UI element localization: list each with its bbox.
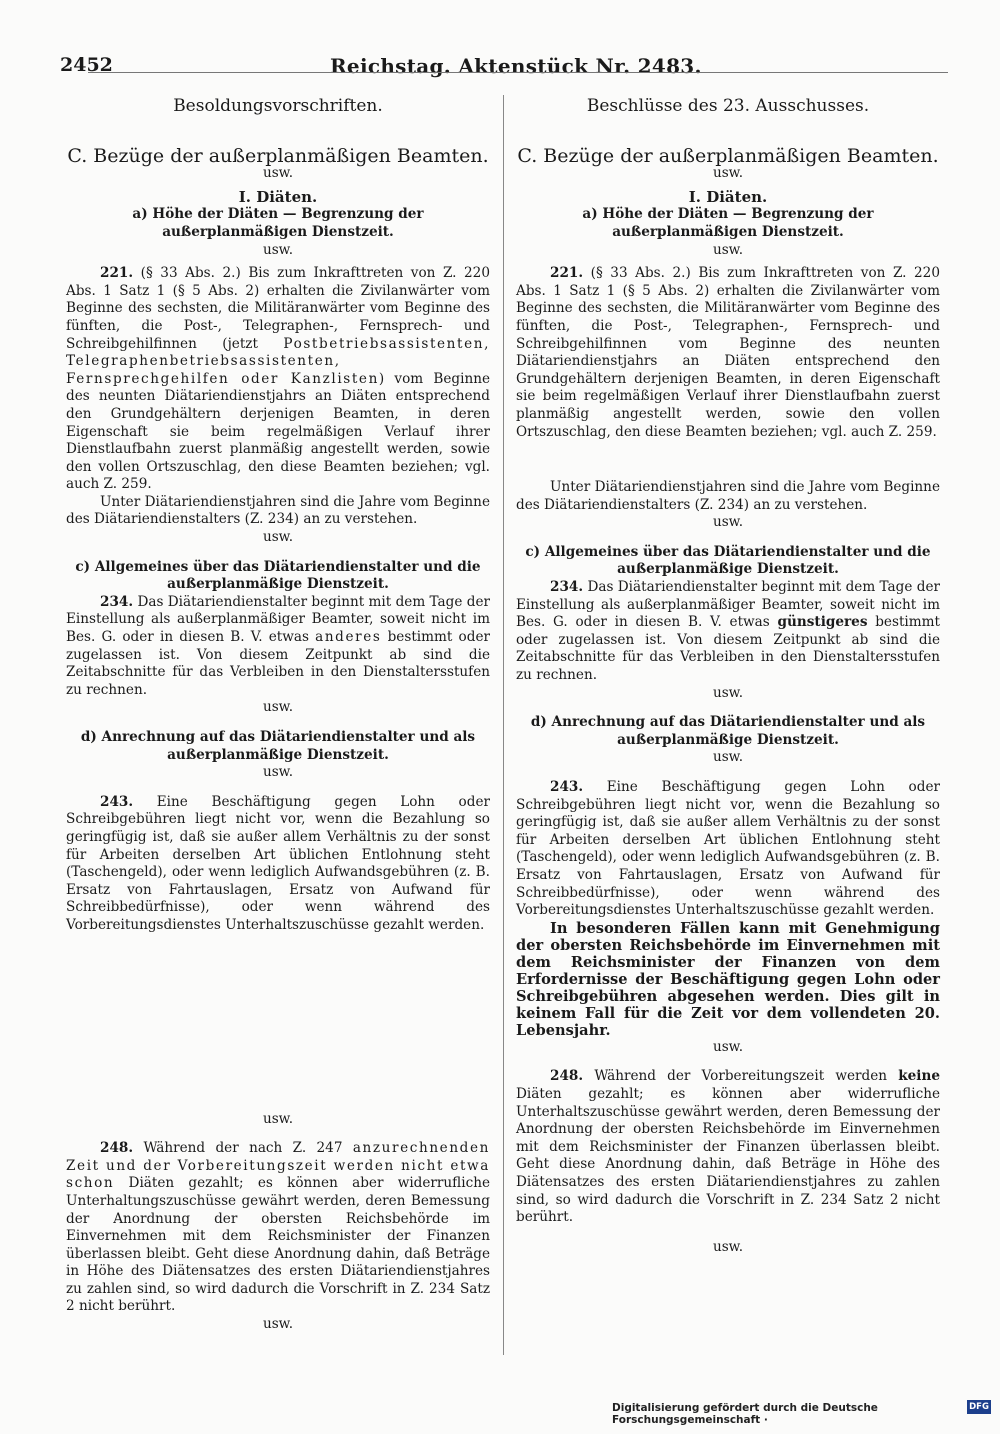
- right-para-243: [516, 779, 940, 920]
- right-para-234: [516, 579, 940, 685]
- right-para-248: [516, 1068, 940, 1226]
- para-text: Während der nach Z. 247: [143, 1140, 353, 1157]
- digitization-credit: Digitalisierung gefördert durch die Deutsche Forschungsgemeinschaft ·: [612, 1402, 878, 1426]
- column-divider: [503, 95, 504, 1355]
- para-text: Eine Beschäftigung gegen Lohn oder Schreibgebühren liegt nicht vor, wenn die Bezahlung so geringfügig ist, daß sie außer allem Verhältnis zu der sonst für Arbeiten derselben Art üblichen Entlohnung steht (Taschengeld), oder wenn lediglich Aufwandsgebühren (z. B. Ersatz von Fahrtauslagen, Ersatz von Aufwand für Schreibbedürfnisse), oder wenn während des Vorbereitungsdienstes Unterhaltszuschüsse gezahlt werden.: [516, 779, 940, 919]
- right-sub-a-heading: a) Höhe der Diäten — Begrenzung der außerplanmäßigen Dienstzeit.: [582, 206, 874, 240]
- left-para-234: [66, 594, 490, 700]
- dfg-logo: DFG: [967, 1400, 991, 1414]
- right-column-title: Beschlüsse des 23. Ausschusses.: [586, 96, 870, 116]
- para-number: 248.: [550, 1068, 584, 1085]
- page-header: [0, 54, 1000, 84]
- para-text: Das Diätariendienstalter beginnt mit dem Tage der Einstellung als außerplanmäßiger Beamter, soweit nicht im Bes. G. oder in diesen B. V. etwas: [516, 579, 940, 631]
- left-sub-d-heading: d) Anrechnung auf das Diätariendienstalter und als außerplanmäßige Dienstzeit.: [80, 729, 476, 763]
- para-spaced-text: anderes: [315, 629, 382, 646]
- para-number: 221.: [550, 265, 584, 282]
- header-rule: [88, 72, 948, 73]
- para-text: Diäten gezahlt; es können aber widerrufliche Unterhaltungszuschüsse gewährt werden, deren Bemessung der Anordnung der obersten Reichsbehörde im Einvernehmen mit dem Reichsminister der Finanzen überlassen bleibt. Geht diese Anordnung dahin, daß Beträge in Höhe des Diätensatzes des ersten Diätariendienstjahres zu zahlen sind, so wird dadurch die Vorschrift in Z. 234 Satz 2 nicht berührt.: [66, 1175, 490, 1315]
- usw-text: usw.: [262, 1316, 294, 1333]
- para-text: bestimmt oder zugelassen ist. Von diesem Zeitpunkt ab sind die Zeitabschnitte für das Verbleiben in den Dienstaltersstufen zu rechnen.: [66, 629, 490, 698]
- para-text: Das Diätariendienstalter beginnt mit dem Tage der Einstellung als außerplanmäßiger Beamter, soweit nicht im Bes. G. oder in diesen B. V. etwas: [66, 593, 490, 646]
- usw-text: usw.: [712, 1238, 744, 1255]
- right-sub-d-heading: d) Anrechnung auf das Diätariendienstalter und als außerplanmäßige Dienstzeit.: [530, 714, 926, 748]
- para-number: 234.: [100, 593, 134, 610]
- left-diaeten-heading: I. Diäten.: [238, 187, 318, 206]
- para-spaced-text: Postbetriebsassistenten, Telegraphenbetriebsassistenten, Fernsprechgehilfen oder Kanzlisten: [66, 335, 490, 387]
- usw-text: usw.: [712, 749, 744, 766]
- left-para-248: [66, 1140, 490, 1316]
- para-bold-text: günstigeres: [777, 614, 868, 631]
- right-para-221-b: Unter Diätariendienstjahren sind die Jahre vom Beginne des Diätariendienstalters (Z. 234) an zu verstehen.: [516, 479, 940, 513]
- usw-text: usw.: [262, 764, 294, 781]
- para-text: bestimmt oder zugelassen ist. Von diesem Zeitpunkt ab sind die Zeitabschnitte für das Verbleiben in den Dienstaltersstufen zu rechnen.: [516, 614, 940, 684]
- left-column: [66, 98, 490, 1334]
- right-diaeten-heading: I. Diäten.: [688, 187, 768, 206]
- para-text: Eine Beschäftigung gegen Lohn oder Schreibgebühren liegt nicht vor, wenn die Bezahlung so geringfügig ist, daß sie außer allem Verhältnis zu der sonst für Arbeiten derselben Art üblichen Entlohnung steht (Taschengeld), oder wenn lediglich Aufwandsgebühren (z. B. Ersatz von Fahrtauslagen, Ersatz von Aufwand für Schreibbedürfnisse), oder wenn während des Vorbereitungsdienstes Unterhaltszuschüsse gezahlt werden.: [66, 793, 490, 933]
- right-section-title: C. Bezüge der außerplanmäßigen Beamten.: [517, 144, 939, 167]
- running-head: Reichstag. Aktenstück Nr. 2483.: [330, 54, 702, 78]
- usw-text: usw.: [712, 165, 744, 182]
- page-number: 2452: [60, 54, 113, 76]
- usw-text: usw.: [262, 1110, 294, 1127]
- right-para-243-addition: In besonderen Fällen kann mit Genehmigung der obersten Reichsbehörde im Einvernehmen mit dem Reichsminister der Finanzen von dem Erfordernisse der Beschäftigung gegen Lohn oder Schreibgebühren abgesehen werden. Dies gilt in keinem Fall für die Zeit vor dem vollendeten 20. Lebensjahr.: [516, 919, 940, 1039]
- para-text: (§ 33 Abs. 2.) Bis zum Inkrafttreten von Z. 220 Abs. 1 Satz 1 (§ 5 Abs. 2) erhalten die Zivilanwärter vom Beginne des sechsten, die Militäranwärter vom Beginne des fünften, die Post-, Telegraphen-, Fernsprech- und Schreibgehilfinnen (jetzt: [66, 265, 490, 352]
- left-para-221-b: Unter Diätariendienstjahren sind die Jahre vom Beginne des Diätariendienstalters (Z. 234) an zu verstehen.: [66, 493, 490, 528]
- para-text: Diäten gezahlt; es können aber widerrufliche Unterhaltszuschüsse gewährt werden, deren Bemessung der Anordnung der obersten Reichsbehörde im Einvernehmen mit dem Reichsminister der Finanzen überlassen bleibt. Geht diese Anordnung dahin, daß Beträge in Höhe des Diätensatzes des ersten Diätariendienstjahres zu zahlen sind, so wird dadurch die Vorschrift in Z. 234 Satz 2 nicht berührt.: [516, 1085, 940, 1226]
- para-number: 234.: [550, 579, 584, 596]
- para-bold-text: keine: [898, 1068, 940, 1085]
- para-number: 243.: [100, 793, 134, 810]
- usw-text: usw.: [712, 241, 744, 258]
- right-para-221: [516, 265, 940, 441]
- left-section-title: C. Bezüge der außerplanmäßigen Beamten.: [67, 144, 489, 167]
- para-number: 243.: [550, 779, 584, 795]
- usw-text: usw.: [262, 529, 294, 546]
- para-number: 248.: [100, 1140, 134, 1157]
- left-para-221: [66, 265, 490, 494]
- usw-text: usw.: [262, 241, 294, 258]
- right-sub-c-heading: c) Allgemeines über das Diätariendienstalter und die außerplanmäßige Dienstzeit.: [525, 543, 931, 578]
- right-column: [516, 98, 940, 1256]
- para-text: (§ 33 Abs. 2.) Bis zum Inkrafttreten von Z. 220 Abs. 1 Satz 1 (§ 5 Abs. 2) erhalten die Zivilanwärter vom Beginne des sechsten, die Militäranwärter vom Beginne des fünften, die Post-, Telegraphen-, Fernsprech- und Schreibgehilfinnen vom Beginne des neunten Diätariendienstjahrs an Diäten entsprechend den Grundgehältern derjenigen Beamten, in deren Eigenschaft sie beim regelmäßigen Verlauf ihrer Dienstlaufbahn zuerst planmäßig angestellt werden, sowie den vollen Ortszuschlag, den diese Beamten beziehen; vgl. auch Z. 259.: [516, 265, 940, 440]
- usw-text: usw.: [712, 684, 744, 701]
- usw-text: usw.: [262, 699, 294, 716]
- usw-text: usw.: [712, 514, 744, 531]
- left-sub-c-heading: c) Allgemeines über das Diätariendienstalter und die außerplanmäßige Dienstzeit.: [75, 558, 481, 593]
- para-text: ) vom Beginne des neunten Diätariendienstjahrs an Diäten entsprechend den Grundgehältern derjenigen Beamten, in deren Eigenschaft sie beim regelmäßigen Verlauf ihrer Dienstlaufbahn zuerst planmäßig angestellt werden, sowie den vollen Ortszuschlag, den diese Beamten beziehen; vgl. auch Z. 259.: [66, 370, 490, 493]
- para-spaced-text: anzurechnenden Zeit und der Vorbereitungszeit werden nicht etwa schon: [66, 1140, 490, 1192]
- left-para-243: [66, 794, 490, 935]
- para-text: Während der Vorbereitungszeit werden: [594, 1068, 899, 1085]
- usw-text: usw.: [712, 1038, 744, 1055]
- left-column-title: Besoldungsvorschriften.: [173, 96, 383, 116]
- usw-text: usw.: [262, 165, 294, 182]
- para-number: 221.: [100, 265, 134, 282]
- left-sub-a-heading: a) Höhe der Diäten — Begrenzung der außerplanmäßigen Dienstzeit.: [132, 206, 424, 240]
